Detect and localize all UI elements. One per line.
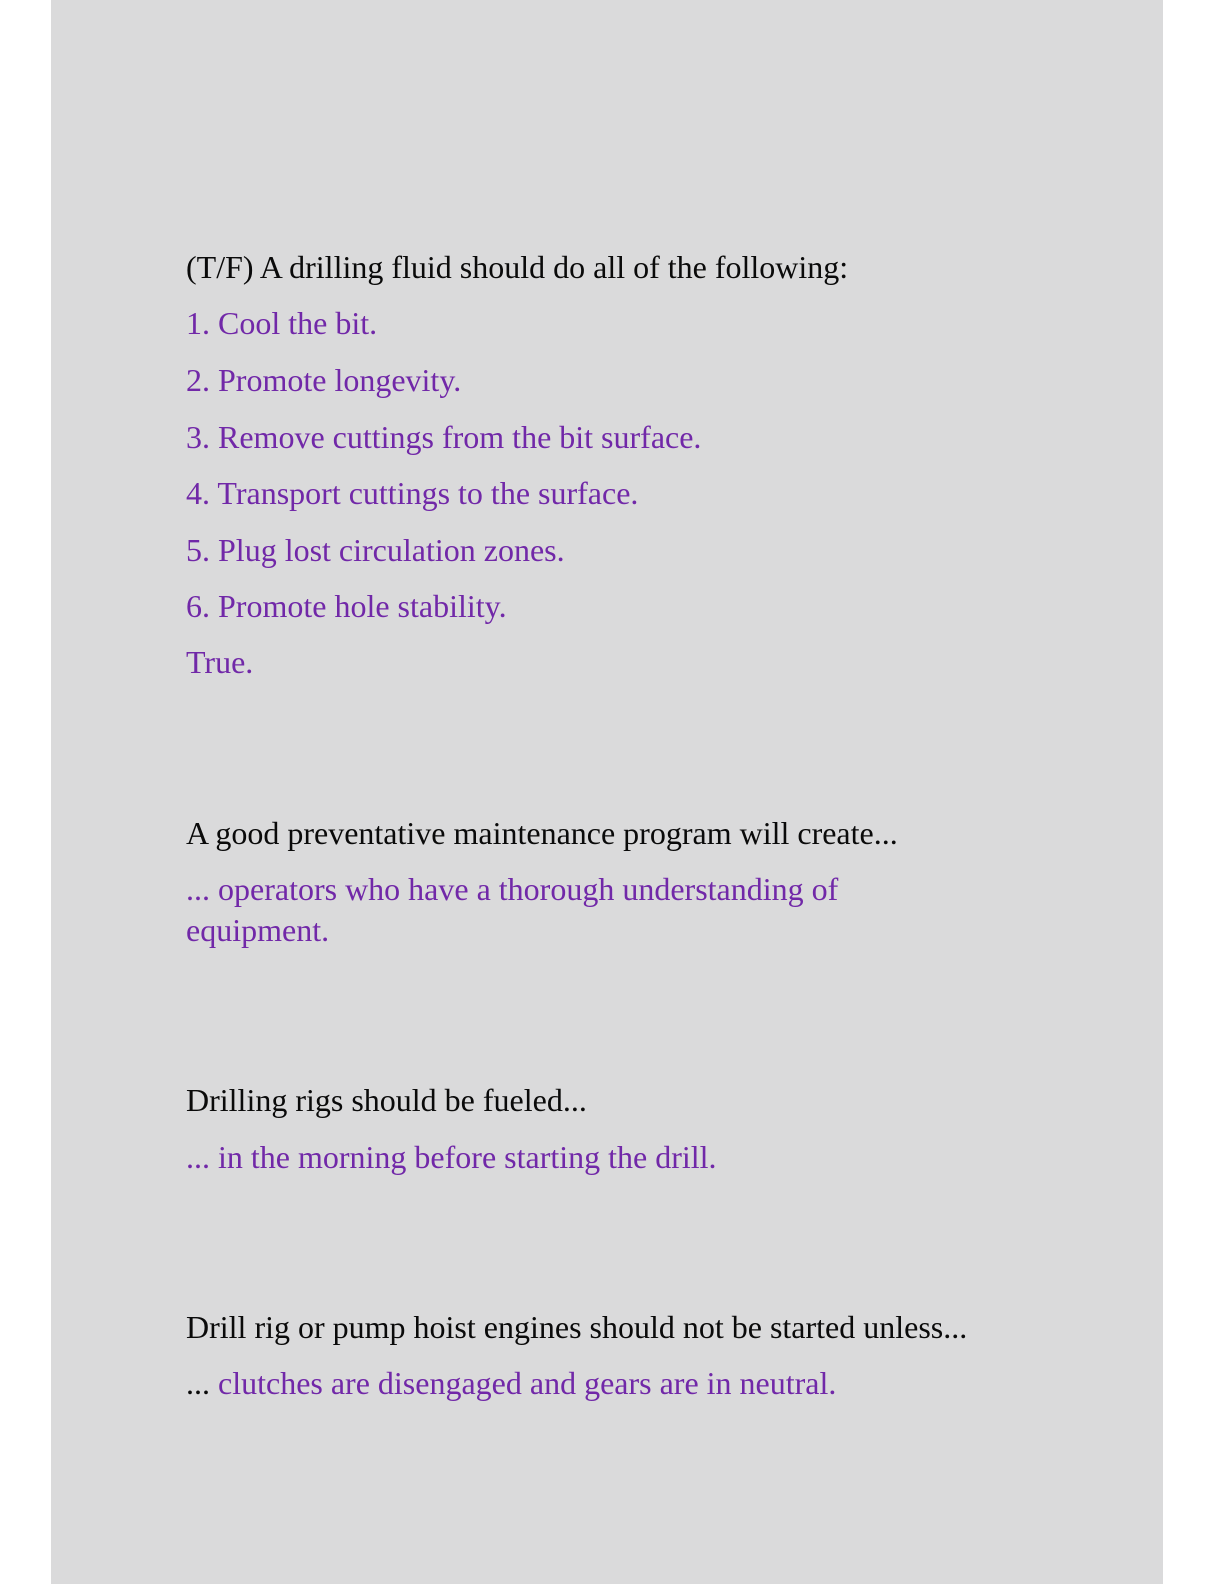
answer-text: clutches are disengaged and gears are in neutral.	[218, 1365, 837, 1401]
answer-line: 1. Cool the bit.	[186, 305, 378, 341]
answer-prefix: ...	[186, 1365, 210, 1401]
question-preventative-maintenance: A good preventative maintenance program will create...	[186, 815, 898, 851]
answer-line: ... in the morning before starting the drill.	[186, 1139, 717, 1175]
question-rig-fueling: Drilling rigs should be fueled...	[186, 1082, 587, 1118]
answer-line: 5. Plug lost circulation zones.	[186, 532, 565, 568]
question-drilling-fluid: (T/F) A drilling fluid should do all of the following:	[186, 249, 849, 285]
answer-line: ... operators who have a thorough understanding of	[186, 871, 839, 907]
answer-line: 6. Promote hole stability.	[186, 588, 507, 624]
answer-line: equipment.	[186, 912, 330, 948]
answer-line: 2. Promote longevity.	[186, 362, 462, 398]
answer-line	[186, 1363, 836, 1404]
answer-line: 3. Remove cuttings from the bit surface.	[186, 419, 702, 455]
question-engine-start: Drill rig or pump hoist engines should not be started unless...	[186, 1309, 968, 1345]
answer-line: 4. Transport cuttings to the surface.	[186, 475, 639, 511]
answer-true: True.	[186, 644, 254, 680]
